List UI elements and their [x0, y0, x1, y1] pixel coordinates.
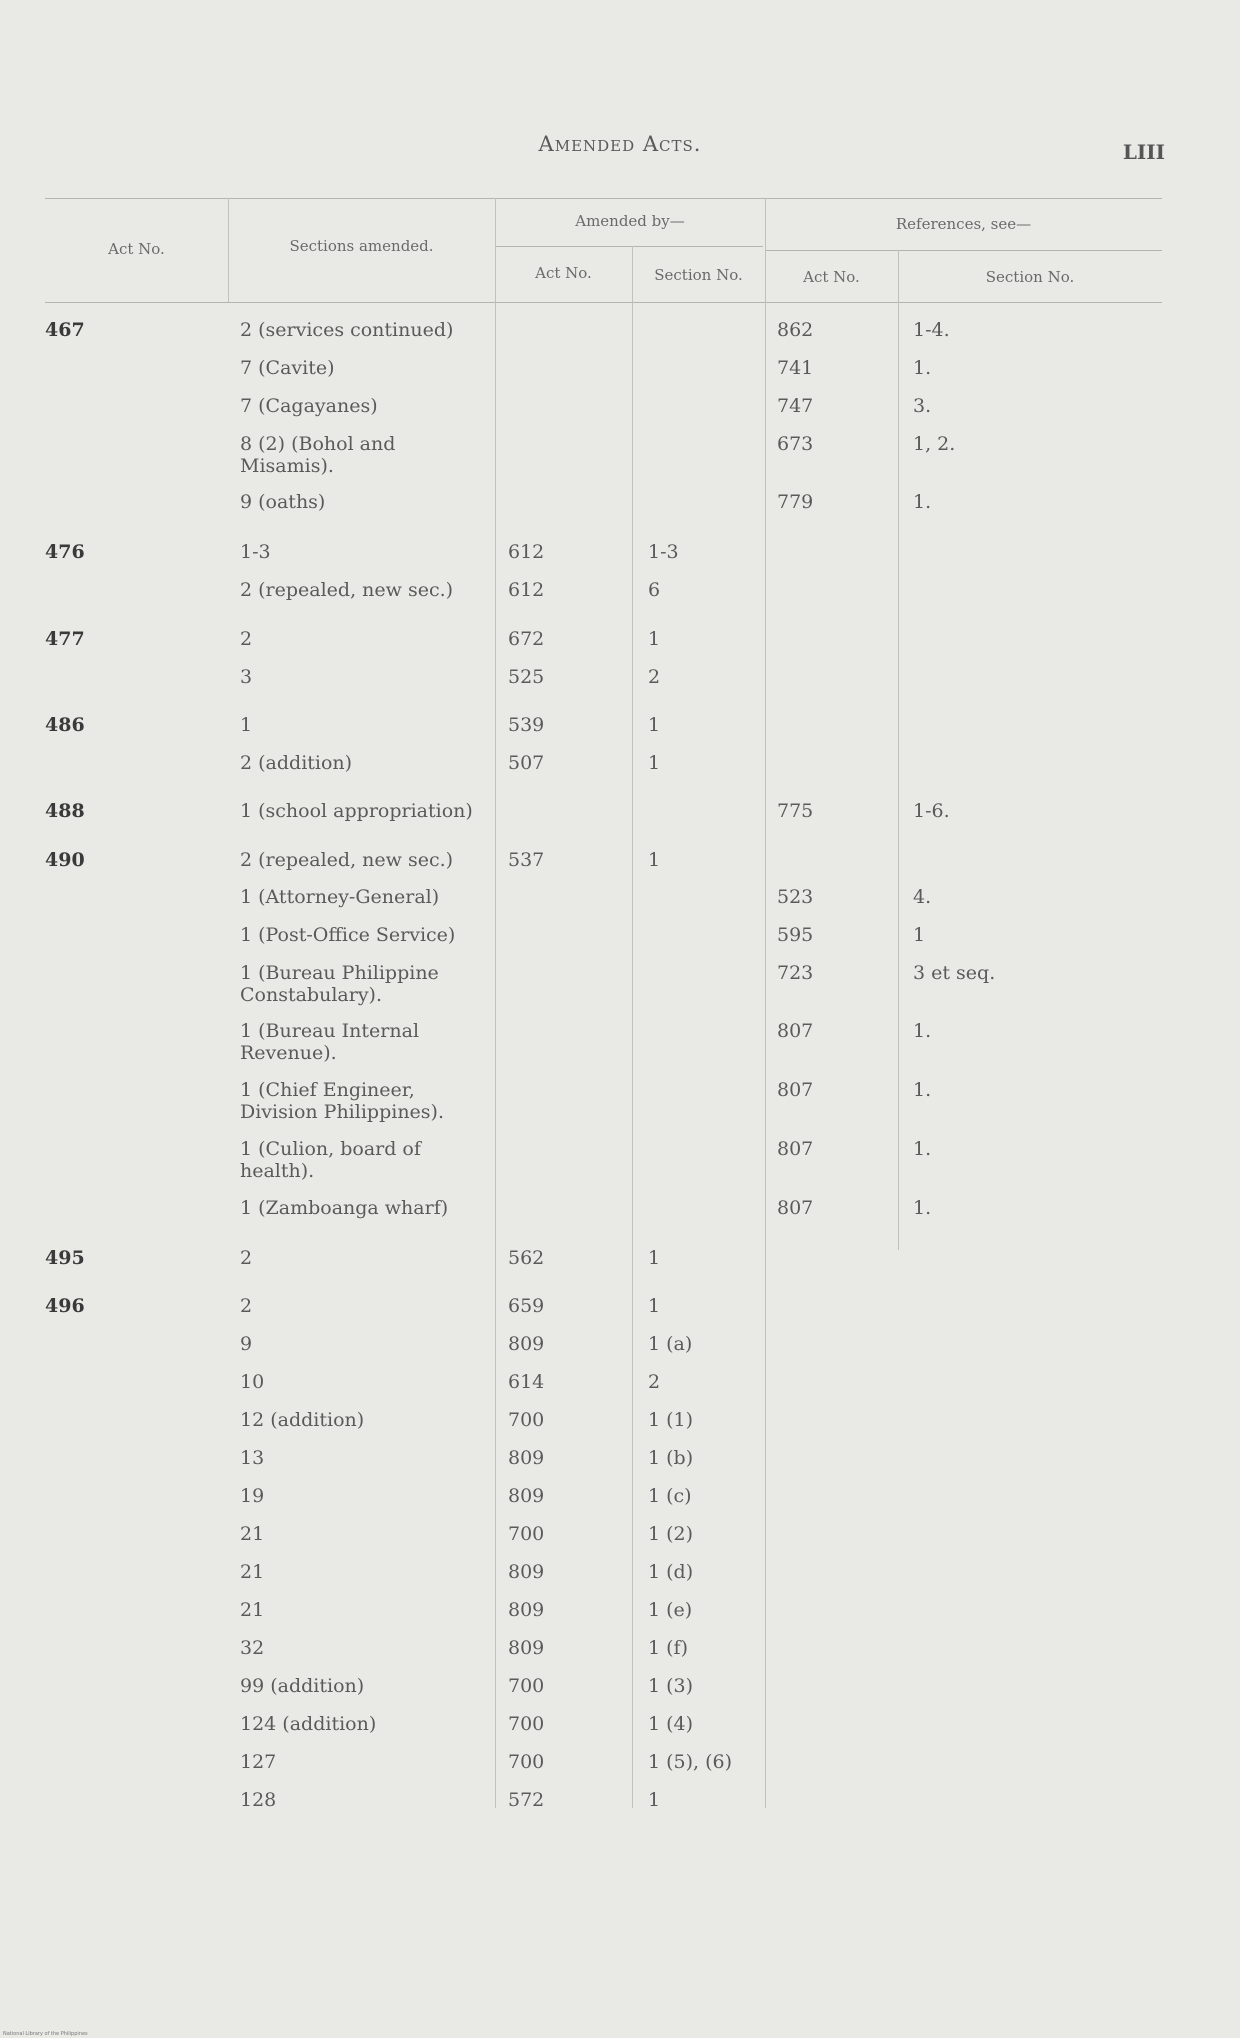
header-amended-act-no: Act No. — [535, 264, 592, 282]
reference-section-number: 1-6. — [913, 800, 950, 822]
header-bottom-rule — [45, 302, 1162, 303]
reference-section-number: 1. — [913, 1138, 932, 1160]
reference-act-number: 862 — [777, 319, 814, 341]
section-amended: 1 (Attorney-General) — [240, 886, 440, 908]
amending-act-number: 700 — [508, 1751, 545, 1773]
amending-section-number: 1 (d) — [648, 1561, 694, 1583]
header-references: References, see— — [895, 215, 1032, 233]
subheader-rule-amended — [495, 246, 763, 247]
section-amended: 12 (addition) — [240, 1409, 365, 1431]
amending-act-number: 809 — [508, 1599, 545, 1621]
amending-section-number: 1 — [648, 1295, 661, 1317]
amending-section-number: 1 — [648, 628, 661, 650]
amending-section-number: 1 (a) — [648, 1333, 693, 1355]
reference-act-number: 523 — [777, 886, 814, 908]
section-amended: 1 (school appropriation) — [240, 800, 473, 822]
amending-act-number: 809 — [508, 1637, 545, 1659]
act-number: 490 — [45, 849, 85, 871]
page-title: Amended Acts. — [538, 132, 702, 156]
reference-section-number: 1. — [913, 1197, 932, 1219]
amending-act-number: 809 — [508, 1447, 545, 1469]
section-amended: 2 — [240, 1295, 253, 1317]
amending-act-number: 612 — [508, 541, 545, 563]
header-sections-amended: Sections amended. — [289, 237, 434, 255]
amending-act-number: 537 — [508, 849, 545, 871]
amending-section-number: 1 — [648, 1247, 661, 1269]
reference-act-number: 595 — [777, 924, 814, 946]
amending-section-number: 1 (2) — [648, 1523, 694, 1545]
amending-act-number: 700 — [508, 1675, 545, 1697]
amending-section-number: 1 (f) — [648, 1637, 688, 1659]
section-amended: 21 — [240, 1523, 265, 1545]
reference-section-number: 1. — [913, 357, 932, 379]
reference-act-number: 807 — [777, 1138, 814, 1160]
amending-section-number: 1 — [648, 752, 661, 774]
amending-act-number: 809 — [508, 1485, 545, 1507]
amending-act-number: 700 — [508, 1713, 545, 1735]
section-amended: 13 — [240, 1447, 265, 1469]
reference-section-number: 3 et seq. — [913, 962, 996, 984]
act-number: 496 — [45, 1295, 85, 1317]
section-amended: 1 (Bureau Philippine Constabulary). — [240, 962, 439, 1006]
column-divider — [898, 250, 899, 1250]
amending-section-number: 1 (1) — [648, 1409, 694, 1431]
section-amended: 124 (addition) — [240, 1713, 377, 1735]
section-amended: 10 — [240, 1371, 265, 1393]
act-number: 495 — [45, 1247, 85, 1269]
amending-act-number: 572 — [508, 1789, 545, 1811]
header-ref-act-no: Act No. — [803, 268, 860, 286]
amending-section-number: 1 (c) — [648, 1485, 692, 1507]
act-number: 477 — [45, 628, 85, 650]
section-amended: 1 (Chief Engineer, Division Philippines). — [240, 1079, 444, 1123]
column-divider — [632, 246, 633, 1808]
reference-section-number: 1. — [913, 1079, 932, 1101]
section-amended: 2 — [240, 1247, 253, 1269]
section-amended: 1 (Culion, board of health). — [240, 1138, 421, 1182]
reference-act-number: 807 — [777, 1197, 814, 1219]
amending-section-number: 1 (4) — [648, 1713, 694, 1735]
amending-act-number: 507 — [508, 752, 545, 774]
page-number: LIII — [1122, 140, 1165, 164]
section-amended: 8 (2) (Bohol and Misamis). — [240, 433, 396, 477]
amending-act-number: 525 — [508, 666, 545, 688]
table-top-rule — [45, 198, 1162, 199]
amending-act-number: 700 — [508, 1409, 545, 1431]
section-amended: 9 (oaths) — [240, 491, 326, 513]
reference-section-number: 1. — [913, 1020, 932, 1042]
amending-section-number: 1 (5), (6) — [648, 1751, 733, 1773]
section-amended: 1 (Bureau Internal Revenue). — [240, 1020, 420, 1064]
footer-credit: National Library of the Philippines — [3, 2031, 88, 2037]
section-amended: 99 (addition) — [240, 1675, 365, 1697]
amending-act-number: 700 — [508, 1523, 545, 1545]
amending-act-number: 809 — [508, 1561, 545, 1583]
section-amended: 2 (repealed, new sec.) — [240, 579, 454, 601]
reference-act-number: 807 — [777, 1020, 814, 1042]
amending-act-number: 612 — [508, 579, 545, 601]
reference-act-number: 741 — [777, 357, 814, 379]
section-amended: 7 (Cagayanes) — [240, 395, 378, 417]
section-amended: 1 (Post-Office Service) — [240, 924, 456, 946]
amending-section-number: 1 — [648, 849, 661, 871]
amending-section-number: 2 — [648, 666, 661, 688]
section-amended: 1-3 — [240, 541, 271, 563]
section-amended: 21 — [240, 1561, 265, 1583]
section-amended: 1 (Zamboanga wharf) — [240, 1197, 449, 1219]
amending-section-number: 2 — [648, 1371, 661, 1393]
reference-section-number: 1-4. — [913, 319, 950, 341]
section-amended: 21 — [240, 1599, 265, 1621]
reference-act-number: 807 — [777, 1079, 814, 1101]
reference-act-number: 779 — [777, 491, 814, 513]
reference-act-number: 775 — [777, 800, 814, 822]
amending-act-number: 672 — [508, 628, 545, 650]
amending-section-number: 1 — [648, 714, 661, 736]
act-number: 476 — [45, 541, 85, 563]
amending-act-number: 809 — [508, 1333, 545, 1355]
amending-section-number: 1-3 — [648, 541, 679, 563]
act-number: 488 — [45, 800, 85, 822]
subheader-rule-references — [765, 250, 1162, 251]
amending-section-number: 6 — [648, 579, 661, 601]
amending-act-number: 562 — [508, 1247, 545, 1269]
amending-act-number: 659 — [508, 1295, 545, 1317]
reference-section-number: 3. — [913, 395, 932, 417]
reference-section-number: 1. — [913, 491, 932, 513]
section-amended: 19 — [240, 1485, 265, 1507]
section-amended: 1 — [240, 714, 253, 736]
amending-section-number: 1 (3) — [648, 1675, 694, 1697]
section-amended: 2 (repealed, new sec.) — [240, 849, 454, 871]
amending-act-number: 539 — [508, 714, 545, 736]
act-number: 467 — [45, 319, 85, 341]
reference-act-number: 723 — [777, 962, 814, 984]
act-number: 486 — [45, 714, 85, 736]
section-amended: 127 — [240, 1751, 277, 1773]
header-ref-section-no: Section No. — [985, 268, 1075, 286]
reference-act-number: 747 — [777, 395, 814, 417]
reference-section-number: 1, 2. — [913, 433, 956, 455]
column-divider — [495, 198, 496, 1808]
amending-section-number: 1 — [648, 1789, 661, 1811]
section-amended: 9 — [240, 1333, 253, 1355]
amending-section-number: 1 (b) — [648, 1447, 694, 1469]
reference-section-number: 4. — [913, 886, 932, 908]
column-divider — [765, 198, 766, 1808]
reference-section-number: 1 — [913, 924, 926, 946]
header-act-no: Act No. — [108, 240, 165, 258]
header-amended-by: Amended by— — [575, 212, 685, 230]
reference-act-number: 673 — [777, 433, 814, 455]
section-amended: 2 (addition) — [240, 752, 353, 774]
section-amended: 2 — [240, 628, 253, 650]
section-amended: 3 — [240, 666, 253, 688]
header-amended-section-no: Section No. — [654, 266, 743, 284]
section-amended: 2 (services continued) — [240, 319, 454, 341]
section-amended: 128 — [240, 1789, 277, 1811]
amending-act-number: 614 — [508, 1371, 545, 1393]
amending-section-number: 1 (e) — [648, 1599, 693, 1621]
section-amended: 32 — [240, 1637, 265, 1659]
section-amended: 7 (Cavite) — [240, 357, 335, 379]
